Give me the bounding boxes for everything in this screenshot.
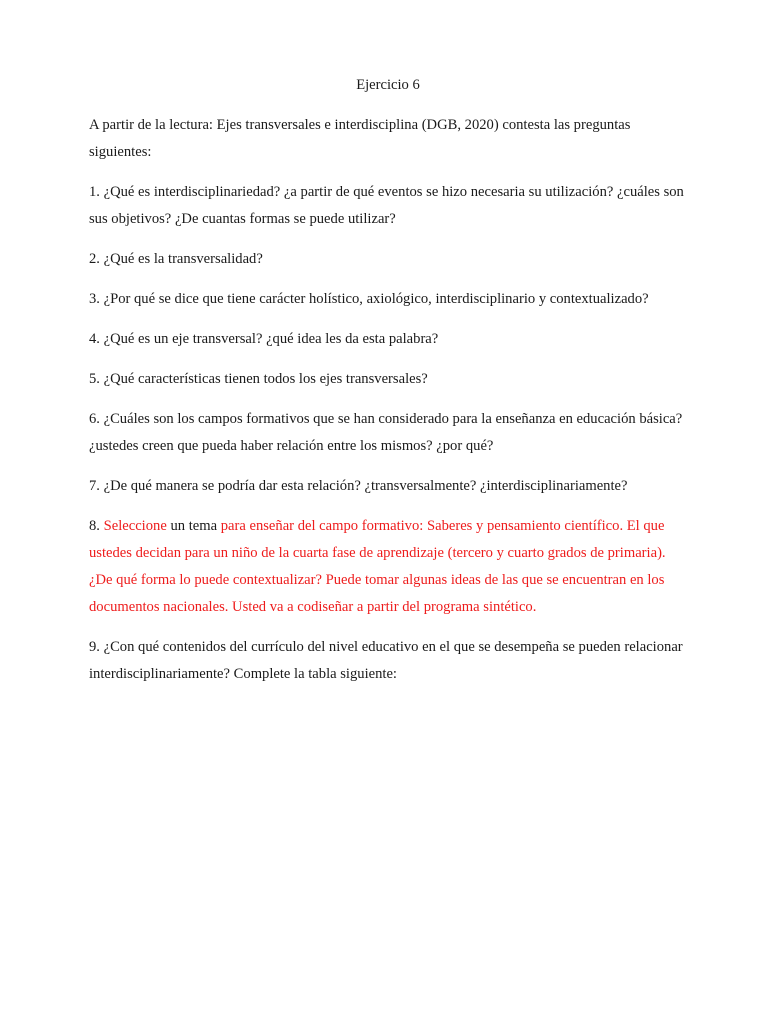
question-3: 3. ¿Por qué se dice que tiene carácter holístico, axiológico, interdisciplinario y contextualizado? — [89, 291, 649, 307]
question-5: 5. ¿Qué características tienen todos los ejes transversales? — [89, 371, 428, 387]
question-8-highlight-start: Seleccione — [103, 518, 167, 534]
question-7: 7. ¿De qué manera se podría dar esta relación? ¿transversalmente? ¿interdisciplinariamente? — [89, 478, 628, 494]
question-4: 4. ¿Qué es un eje transversal? ¿qué idea les da esta palabra? — [89, 331, 439, 347]
question-1: 1. ¿Qué es interdisciplinariedad? ¿a partir de qué eventos se hizo necesaria su utilización? ¿cuáles son sus objetivos? ¿De cuantas formas se puede utilizar? — [89, 184, 684, 227]
question-6: 6. ¿Cuáles son los campos formativos que se han considerado para la enseñanza en educación básica? ¿ustedes creen que pueda haber relación entre los mismos? ¿por qué? — [89, 411, 683, 454]
document-body — [89, 72, 687, 701]
intro-paragraph: A partir de la lectura: Ejes transversales e interdisciplina (DGB, 2020) contesta las preguntas siguientes: — [89, 117, 631, 160]
question-8-number: 8. — [89, 518, 104, 534]
question-8-plain-text: un tema — [166, 518, 221, 534]
question-2: 2. ¿Qué es la transversalidad? — [89, 251, 263, 267]
question-8 — [89, 513, 687, 621]
page-title: Ejercicio 6 — [356, 77, 420, 93]
question-8-highlight-body: para enseñar del campo formativo: Saberes y pensamiento científico. El que ustedes decidan para un niño de la cuarta fase de aprendizaje (tercero y cuarto grados de primaria). ¿De qué forma lo puede contextualizar? Puede tomar algunas ideas de las que se encuentran en los documentos nacionales. Usted va a codiseñar a partir del programa sintético. — [89, 518, 666, 615]
question-9: 9. ¿Con qué contenidos del currículo del nivel educativo en el que se desempeña se pueden relacionar interdisciplinariamente? Complete la tabla siguiente: — [89, 639, 683, 682]
